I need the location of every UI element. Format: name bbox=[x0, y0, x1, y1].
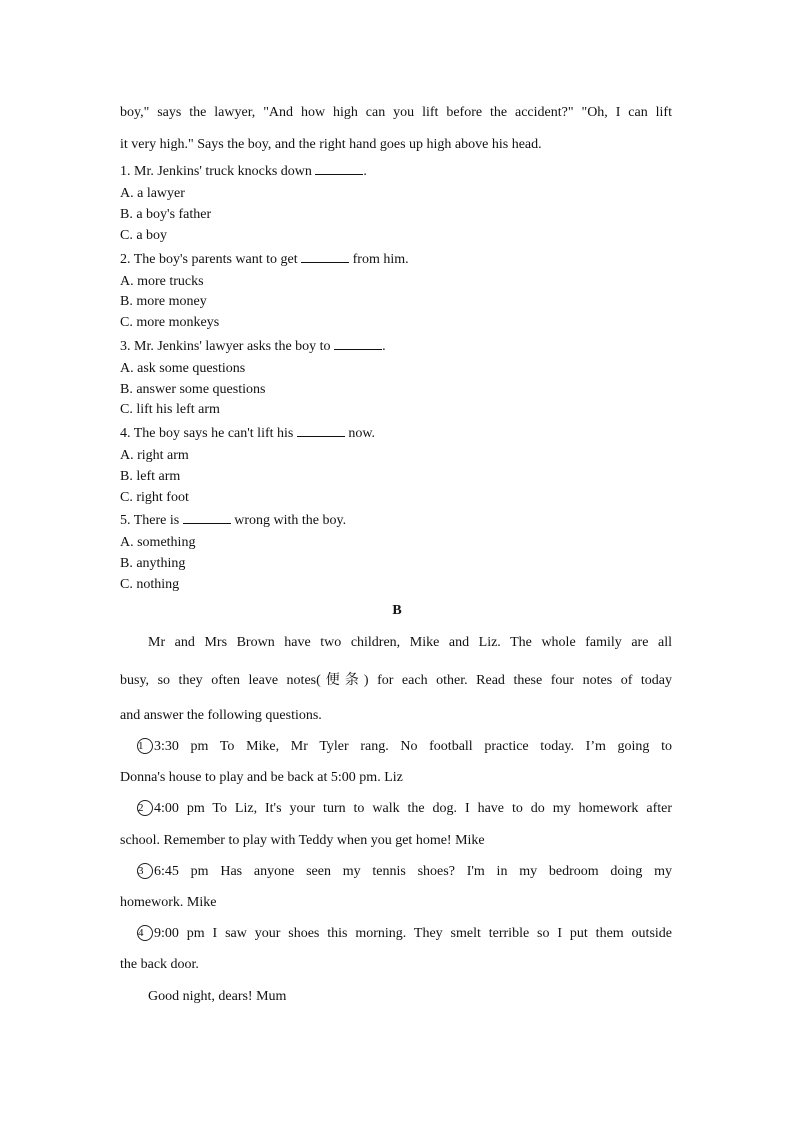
note-line: the back door. bbox=[120, 957, 199, 972]
answer-option: B. answer some questions bbox=[120, 382, 266, 397]
answer-option: B. left arm bbox=[120, 469, 181, 484]
question-text-end: . bbox=[363, 164, 367, 179]
answer-option: A. ask some questions bbox=[120, 361, 246, 376]
answer-option: C. more monkeys bbox=[120, 315, 220, 330]
answer-option: C. lift his left arm bbox=[120, 402, 220, 417]
answer-option: B. anything bbox=[120, 556, 186, 571]
answer-blank bbox=[297, 424, 345, 437]
answer-option: C. a boy bbox=[120, 228, 168, 243]
intro-line: Mr and Mrs Brown have two children, Mike and Liz. The whole family are all bbox=[148, 635, 672, 650]
question-stem bbox=[120, 250, 672, 269]
note-line bbox=[137, 800, 672, 818]
answer-option: A. right arm bbox=[120, 448, 189, 463]
question-text-end: wrong with the boy. bbox=[234, 513, 347, 528]
answer-option: C. right foot bbox=[120, 490, 189, 505]
question-text: 3. Mr. Jenkins' lawyer asks the boy to bbox=[120, 339, 331, 354]
circled-number: 3 bbox=[137, 863, 153, 879]
section-heading: B bbox=[392, 603, 402, 618]
question-text: 1. Mr. Jenkins' truck knocks down bbox=[120, 164, 312, 179]
note-line bbox=[137, 925, 672, 943]
answer-option: A. more trucks bbox=[120, 274, 204, 289]
answer-option: B. a boy's father bbox=[120, 207, 212, 222]
note-line: Donna's house to play and be back at 5:00 pm. Liz bbox=[120, 770, 403, 785]
answer-blank bbox=[334, 337, 382, 350]
passage-line: boy," says the lawyer, "And how high can you lift before the accident?" "Oh, I can lift bbox=[120, 105, 672, 120]
intro-line: and answer the following questions. bbox=[120, 708, 322, 723]
circled-number: 2 bbox=[137, 800, 153, 816]
note-text: 6:45 pm Has anyone seen my tennis shoes? I'm in my bedroom doing my bbox=[154, 864, 672, 879]
question-stem bbox=[120, 162, 672, 181]
passage-line: it very high." Says the boy, and the right hand goes up high above his head. bbox=[120, 137, 542, 152]
note-text: 4:00 pm To Liz, It's your turn to walk the dog. I have to do my homework after bbox=[154, 801, 672, 816]
answer-option: B. more money bbox=[120, 294, 207, 309]
question-text: 5. There is bbox=[120, 513, 180, 528]
question-text-end: . bbox=[382, 339, 386, 354]
intro-line: busy, so they often leave notes(便条) for each other. Read these four notes of today bbox=[120, 673, 672, 688]
closing-line: Good night, dears! Mum bbox=[148, 989, 287, 1004]
answer-option: C. nothing bbox=[120, 577, 180, 592]
note-line: homework. Mike bbox=[120, 895, 217, 910]
question-stem bbox=[120, 337, 672, 356]
note-line bbox=[137, 738, 672, 756]
answer-blank bbox=[301, 250, 349, 263]
note-line bbox=[137, 863, 672, 881]
answer-blank bbox=[315, 162, 363, 175]
note-text: 9:00 pm I saw your shoes this morning. They smelt terrible so I put them outside bbox=[154, 926, 672, 941]
question-text: 4. The boy says he can't lift his bbox=[120, 426, 294, 441]
question-text-end: now. bbox=[348, 426, 376, 441]
question-text: 2. The boy's parents want to get bbox=[120, 252, 298, 267]
question-text-end: from him. bbox=[352, 252, 409, 267]
note-text: 3:30 pm To Mike, Mr Tyler rang. No football practice today. I’m going to bbox=[154, 739, 672, 754]
note-line: school. Remember to play with Teddy when you get home! Mike bbox=[120, 833, 485, 848]
answer-option: A. something bbox=[120, 535, 196, 550]
answer-blank bbox=[183, 511, 231, 524]
answer-option: A. a lawyer bbox=[120, 186, 185, 201]
circled-number: 4 bbox=[137, 925, 153, 941]
circled-number: 1 bbox=[137, 738, 153, 754]
question-stem bbox=[120, 424, 672, 443]
question-stem bbox=[120, 511, 672, 530]
